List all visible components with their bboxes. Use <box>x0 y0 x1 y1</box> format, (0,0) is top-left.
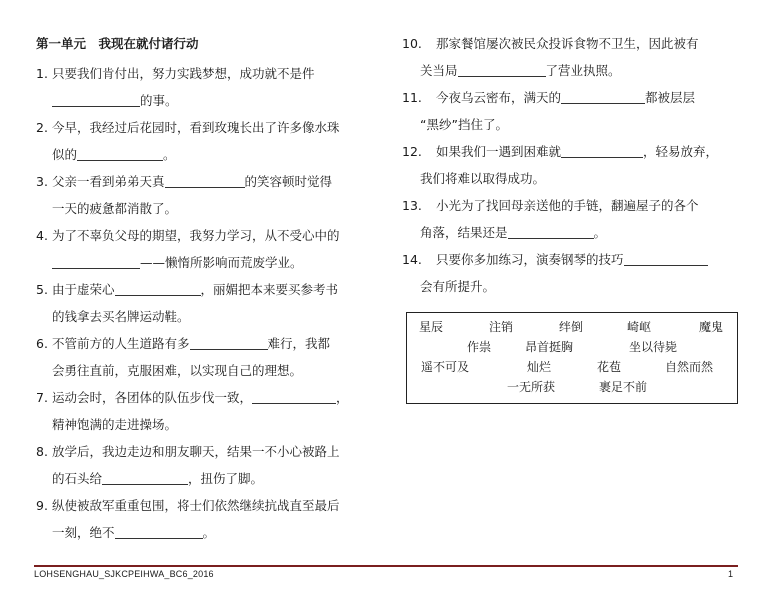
question-5-line-2 <box>36 303 376 330</box>
question-text: 精神饱满的走进操场。 <box>52 417 178 432</box>
question-number: 12. <box>402 144 422 159</box>
answer-blank[interactable] <box>52 92 140 107</box>
question-6-line-1 <box>36 330 376 357</box>
question-text: 放学后，我边走边和朋友聊天，结果一不小心被路上 <box>52 444 340 459</box>
right-column <box>402 30 742 300</box>
question-text: ，丽媚把本来要买参考书 <box>200 282 339 297</box>
answer-blank[interactable] <box>52 254 140 269</box>
word-bank-item: 坐以待毙 <box>629 340 678 354</box>
answer-blank[interactable] <box>115 281 201 296</box>
question-4-line-2 <box>36 249 376 276</box>
question-13-line-1 <box>402 192 742 219</box>
question-11-line-1 <box>402 84 742 111</box>
question-11-line-2 <box>402 111 742 138</box>
question-text: 角落，结果还是 <box>420 225 508 240</box>
answer-blank[interactable] <box>252 389 336 404</box>
question-text: 只要我们肯付出，努力实践梦想，成功就不是件 <box>52 66 315 81</box>
question-text: 一天的疲惫都消散了。 <box>52 201 178 216</box>
question-text: 父亲一看到弟弟天真 <box>52 174 165 189</box>
question-text: 我们将难以取得成功。 <box>420 171 546 186</box>
answer-blank[interactable] <box>561 143 643 158</box>
question-text: “黑纱”挡住了。 <box>420 117 508 132</box>
answer-blank[interactable] <box>102 470 188 485</box>
question-text: 如果我们一遇到困难就 <box>436 144 562 159</box>
unit-heading: 第一单元 我现在就付诸行动 <box>36 36 199 51</box>
question-text: 关当局 <box>420 63 458 78</box>
question-text: 由于虚荣心 <box>52 282 115 297</box>
question-2-line-2 <box>36 141 376 168</box>
question-text: 今夜乌云密布，满天的 <box>436 90 562 105</box>
question-number: 11. <box>402 90 422 105</box>
question-text: 不管前方的人生道路有多 <box>52 336 190 351</box>
question-7-line-2 <box>36 411 376 438</box>
page-number: 1 <box>728 569 734 579</box>
word-bank-item: 裹足不前 <box>599 380 648 394</box>
question-text: 都被层层 <box>645 90 696 105</box>
question-text: 会勇往直前，克服困难，以实现自己的理想。 <box>52 363 303 378</box>
question-text: 的事。 <box>140 93 178 108</box>
question-7-line-1 <box>36 384 376 411</box>
question-text: 。 <box>163 147 176 162</box>
question-number: 13. <box>402 198 422 213</box>
question-2-line-1 <box>36 114 376 141</box>
footer-divider <box>34 565 738 567</box>
question-1-line-1 <box>36 60 376 87</box>
question-text: 会有所提升。 <box>420 279 496 294</box>
left-column <box>36 30 376 546</box>
question-number: 7. <box>36 390 48 405</box>
question-6-line-2 <box>36 357 376 384</box>
question-number: 4. <box>36 228 48 243</box>
question-text: 的石头给 <box>52 471 103 486</box>
question-text: 。 <box>202 525 216 540</box>
word-bank-item: 一无所获 <box>507 380 556 394</box>
question-text: 的钱拿去买名牌运动鞋。 <box>52 309 190 324</box>
question-8-line-2 <box>36 465 376 492</box>
question-9-line-2 <box>36 519 376 546</box>
question-text: 。 <box>593 225 607 240</box>
answer-blank[interactable] <box>561 89 645 104</box>
word-bank-item: 星辰 <box>419 320 444 334</box>
question-5-line-1 <box>36 276 376 303</box>
question-text: ， <box>336 390 349 405</box>
question-number: 9. <box>36 498 48 513</box>
question-3-line-2 <box>36 195 376 222</box>
word-bank-item: 作祟 <box>467 340 492 354</box>
question-14-line-2 <box>402 273 742 300</box>
question-text: ，扭伤了脚。 <box>188 471 264 486</box>
question-number: 8. <box>36 444 48 459</box>
question-number: 5. <box>36 282 48 297</box>
question-text: ，轻易放弃， <box>643 144 719 159</box>
answer-blank[interactable] <box>508 224 594 239</box>
word-bank-box <box>406 312 738 404</box>
question-10-line-1 <box>402 30 742 57</box>
answer-blank[interactable] <box>458 62 546 77</box>
answer-blank[interactable] <box>165 173 245 188</box>
word-bank-item: 灿烂 <box>527 360 552 374</box>
word-bank-item: 绊倒 <box>559 320 584 334</box>
answer-blank[interactable] <box>115 524 203 539</box>
question-text: 纵使被敌军重重包围，将士们依然继续抗战直至最后 <box>52 498 340 513</box>
question-10-line-2 <box>402 57 742 84</box>
word-bank-item: 自然而然 <box>665 360 714 374</box>
question-number: 3. <box>36 174 48 189</box>
answer-blank[interactable] <box>624 251 708 266</box>
question-text: 了营业执照。 <box>545 63 621 78</box>
answer-blank[interactable] <box>77 146 163 161</box>
question-12-line-2 <box>402 165 742 192</box>
question-text: ——懒惰所影响而荒废学业。 <box>140 255 303 270</box>
answer-blank[interactable] <box>190 335 268 350</box>
question-text: 似的 <box>52 147 78 162</box>
question-text: 运动会时，各团体的队伍步伐一致， <box>52 390 253 405</box>
question-text: 只要你多加练习，演奏钢琴的技巧 <box>436 252 624 267</box>
question-14-line-1 <box>402 246 742 273</box>
question-12-line-1 <box>402 138 742 165</box>
question-8-line-1 <box>36 438 376 465</box>
question-text: 的笑容顿时觉得 <box>244 174 333 189</box>
footer-label: LOHSENGHAU_SJKCPEIHWA_BC6_2016 <box>34 569 214 579</box>
question-text: 小光为了找回母亲送他的手链，翻遍屋子的各个 <box>436 198 699 213</box>
question-text: 为了不辜负父母的期望，我努力学习，从不受心中的 <box>52 228 340 243</box>
question-9-line-1 <box>36 492 376 519</box>
question-13-line-2 <box>402 219 742 246</box>
question-text: 难行，我都 <box>267 336 331 351</box>
word-bank-item: 注销 <box>489 320 514 334</box>
word-bank-item: 花苞 <box>597 360 622 374</box>
question-number: 2. <box>36 120 48 135</box>
question-text: 那家餐馆屡次被民众投诉食物不卫生，因此被有 <box>436 36 699 51</box>
question-number: 10. <box>402 36 422 51</box>
question-1-line-2 <box>36 87 376 114</box>
question-text: 一刻，绝不 <box>52 525 115 540</box>
question-number: 6. <box>36 336 48 351</box>
word-bank-item: 崎岖 <box>627 320 652 334</box>
question-3-line-1 <box>36 168 376 195</box>
question-number: 14. <box>402 252 422 267</box>
question-4-line-1 <box>36 222 376 249</box>
word-bank-item: 遥不可及 <box>421 360 470 374</box>
question-text: 今早，我经过后花园时，看到玫瑰长出了许多像水珠 <box>52 120 340 135</box>
word-bank-item: 昂首挺胸 <box>525 340 574 354</box>
word-bank-item: 魔鬼 <box>699 320 724 334</box>
question-number: 1. <box>36 66 48 81</box>
